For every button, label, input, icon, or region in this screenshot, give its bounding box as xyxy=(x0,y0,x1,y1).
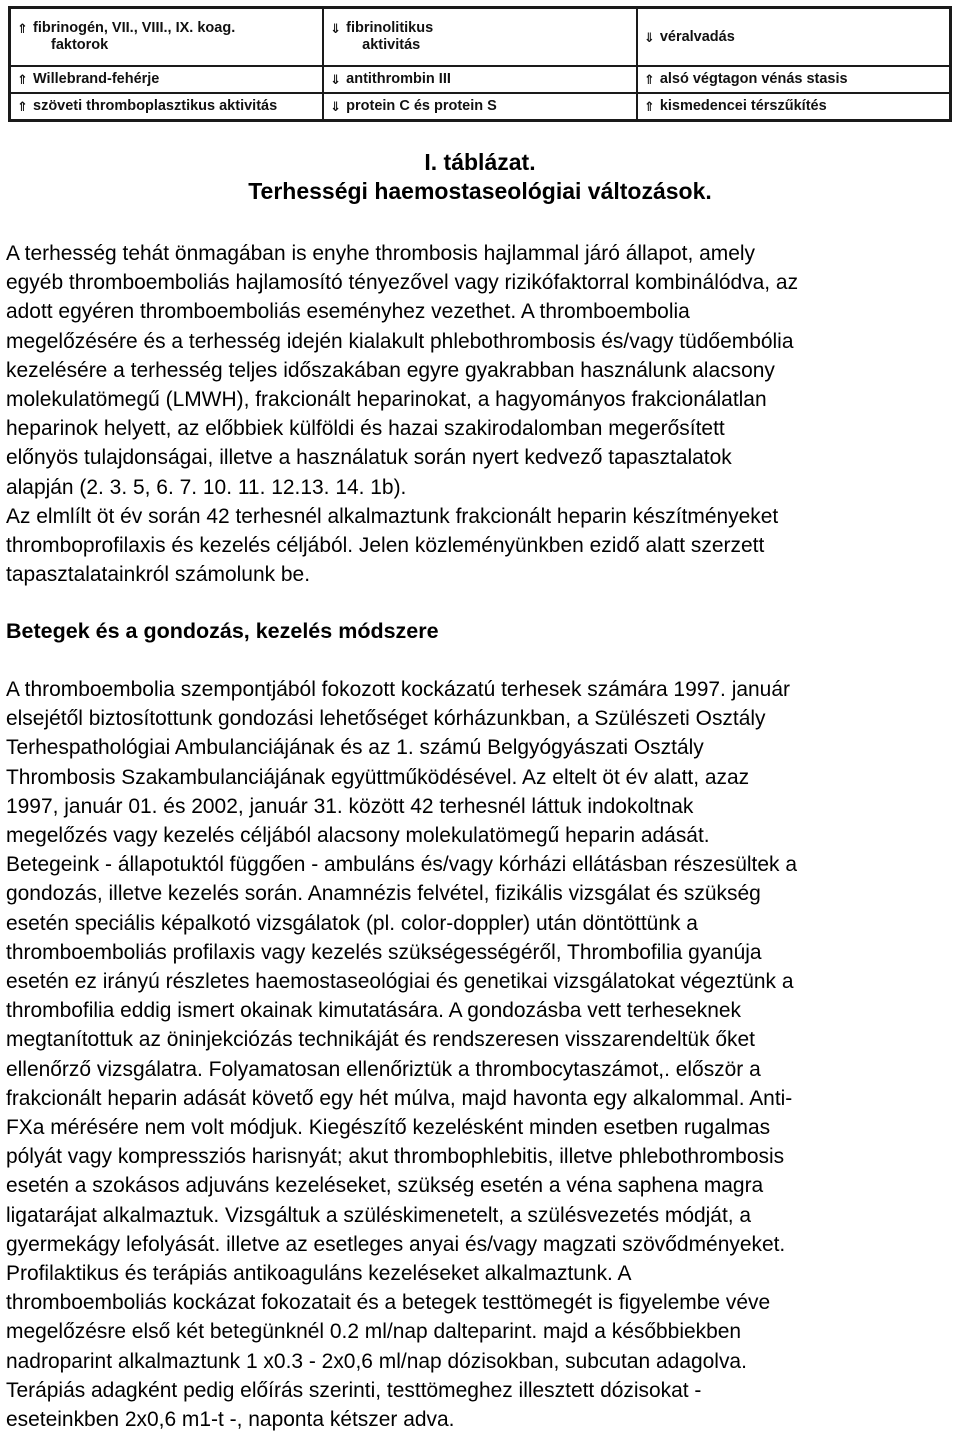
table-row xyxy=(10,66,951,93)
text-line: megelőzésre első két betegünknél 0.2 ml/nap dalteparint. majd a későbbiekben xyxy=(6,1320,742,1344)
text-line: thrombofilia eddig ismert okainak kimutatására. A gondozásba vett terheseknek xyxy=(6,999,742,1023)
text-line: Profilaktikus és terápiás antikoaguláns kezeléseket alkalmaztunk. A xyxy=(6,1262,632,1286)
text-line: megelőzés vagy kezelés céljából alacsony molekulatömegű heparin adását. xyxy=(6,824,710,848)
text-line: frakcionált heparin adását követő egy hét múlva, majd havonta egy alkalommal. Anti- xyxy=(6,1086,793,1110)
text-line: ellenőrző vizsgálatra. Folyamatosan ellenőriztük a thrombocytaszámot,. először a xyxy=(6,1057,761,1081)
text-line: esetén speciális képalkotó vizsgálatok (pl. color-doppler) után döntöttünk a xyxy=(6,911,698,935)
text-line: alapján (2. 3. 5, 6. 7. 10. 11. 12.13. 14. 1b). xyxy=(6,475,407,499)
table-cell: ⇓ protein C és protein S xyxy=(323,93,637,121)
text-line: Az elmlílt öt év során 42 terhesnél alkalmaztunk frakcionált heparin készítményeket xyxy=(6,504,779,528)
text-line: gyermekágy lefolyását. illetve az esetleges anyai és/vagy magzati szövődményeket. xyxy=(6,1232,786,1256)
table-cell: ⇑ fibrinogén, VII., VIII., IX. koag. faktorok xyxy=(10,8,324,67)
text-line: A terhesség tehát önmagában is enyhe thrombosis hajlammal járó állapot, amely xyxy=(6,242,756,265)
arrow-down-icon: ⇓ xyxy=(330,21,342,36)
methods-paragraph xyxy=(6,675,958,1434)
text-line: előnyös tulajdonságai, illetve a használatuk során nyert kedvező tapasztalatok xyxy=(6,446,732,470)
table-cell: ⇑ kismedencei térszűkítés xyxy=(637,93,951,121)
text-line: esetén a szokásos adjuváns kezeléseket, szükség esetén a véna saphena magra xyxy=(6,1174,764,1198)
table-cell: ⇓ antithrombin III xyxy=(323,66,637,93)
text-line: A thromboembolia szempontjából fokozott kockázatú terhesek számára 1997. január xyxy=(6,678,790,701)
text-line: Terhespathológiai Ambulanciájának és az 1. számú Belgyógyászati Osztály xyxy=(6,736,704,760)
text-line: megelőzésére és a terhesség idején kialakult phlebothrombosis és/vagy tüdőembólia xyxy=(6,329,794,353)
table-cell: ⇑ alsó végtagon vénás stasis xyxy=(637,66,951,93)
arrow-down-icon: ⇓ xyxy=(643,29,655,45)
text-line: thromboemboliás kockázat fokozatait és a betegek testtömegét is figyelembe véve xyxy=(6,1291,771,1315)
arrow-up-icon: ⇑ xyxy=(17,21,28,36)
text-line: gondozás, illetve kezelés során. Anamnézis felvétel, fizikális vizsgálat és szükség xyxy=(6,882,761,906)
arrow-up-icon: ⇑ xyxy=(643,99,655,114)
arrow-up-icon: ⇑ xyxy=(643,72,655,87)
text-line: egyéb thromboemboliás hajlamosító tényezővel vagy rizikófaktorral kombinálódva, az xyxy=(6,271,799,295)
text-line: Betegeink - állapotuktól függően - ambuláns és/vagy kórházi ellátásban részesültek a xyxy=(6,853,797,877)
text-line: kezelésére a terhesség teljes időszakában egyre gyakrabban használunk alacsony xyxy=(6,358,775,382)
table-row xyxy=(10,8,951,67)
text-line: tapasztalatainkról számolunk be. xyxy=(6,563,311,587)
text-line: nadroparint alkalmaztunk 1 x0.3 - 2x0,6 ml/nap dózisokban, subcutan adagolva. xyxy=(6,1349,747,1373)
text-line: FXa mérésére nem volt módjuk. Kiegészítő kezelésként minden esetben rugalmas xyxy=(6,1116,771,1140)
intro-paragraph xyxy=(6,239,958,589)
text-line: heparinok helyett, az előbbiek külföldi és hazai szakirodalomban megerősített xyxy=(6,417,725,441)
table-cell: ⇓ fibrinolitikus aktivitás xyxy=(323,8,637,67)
caption-label: I. táblázat. xyxy=(424,149,536,175)
haemostasis-table-figure xyxy=(8,6,952,122)
text-line: Thrombosis Szakambulanciájának együttműködésével. Az eltelt öt év alatt, azaz xyxy=(6,765,750,789)
caption-title: Terhességi haemostaseológiai változások. xyxy=(248,178,712,204)
text-line: Terápiás adagként pedig előírás szerinti, testtömeghez illesztett dózisokat - xyxy=(6,1378,702,1402)
table-cell: ⇑ Willebrand-fehérje xyxy=(10,66,324,93)
arrow-down-icon: ⇓ xyxy=(330,99,342,114)
text-line: 1997, január 01. és 2002, január 31. között 42 terhesnél láttuk indokoltnak xyxy=(6,794,694,818)
text-line: elsejétől biztosítottunk gondozási lehetőséget kórházunkban, a Szülészeti Osztály xyxy=(6,707,766,731)
haemostasis-table xyxy=(8,6,952,122)
text-line: esetén ez irányú részletes haemostaseológiai és genetikai vizsgálatokat végeztünk a xyxy=(6,970,794,994)
text-line: eseteinkben 2x0,6 m1-t -, naponta kétszer adva. xyxy=(6,1408,455,1432)
text-line: thromboemboliás profilaxis vagy kezelés szükségességéről, Thrombofilia gyanúja xyxy=(6,940,762,964)
text-line: pólyát vagy kompressziós harisnyát; akut thrombophlebitis, illetve phlebothrombosis xyxy=(6,1145,785,1169)
text-line: molekulatömegű (LMWH), frakcionált heparinokat, a hagyományos frakcionálatlan xyxy=(6,388,767,412)
arrow-up-icon: ⇑ xyxy=(17,72,28,87)
text-line: thromboprofilaxis és kezelés céljából. Jelen közleményünkben ezidő alatt szerzett xyxy=(6,534,765,558)
table-caption xyxy=(0,148,960,206)
table-row xyxy=(10,93,951,121)
text-line: megtanítottuk az öninjekciózás technikáját és rendszeresen visszarendeltük őket xyxy=(6,1028,756,1052)
section-heading: Betegek és a gondozás, kezelés módszere xyxy=(6,619,439,643)
table-cell: ⇑ szöveti thromboplasztikus aktivitás xyxy=(10,93,324,121)
arrow-down-icon: ⇓ xyxy=(330,72,342,87)
text-line: ligatarájat alkalmaztuk. Vizsgáltuk a szüléskimenetelt, a szülésvezetés módját, a xyxy=(6,1203,752,1227)
arrow-up-icon: ⇑ xyxy=(17,99,28,114)
table-cell: ⇓ véralvadás xyxy=(637,8,951,67)
text-line: adott egyéren thromboemboliás eseményhez vezethet. A thromboembolia xyxy=(6,300,690,324)
